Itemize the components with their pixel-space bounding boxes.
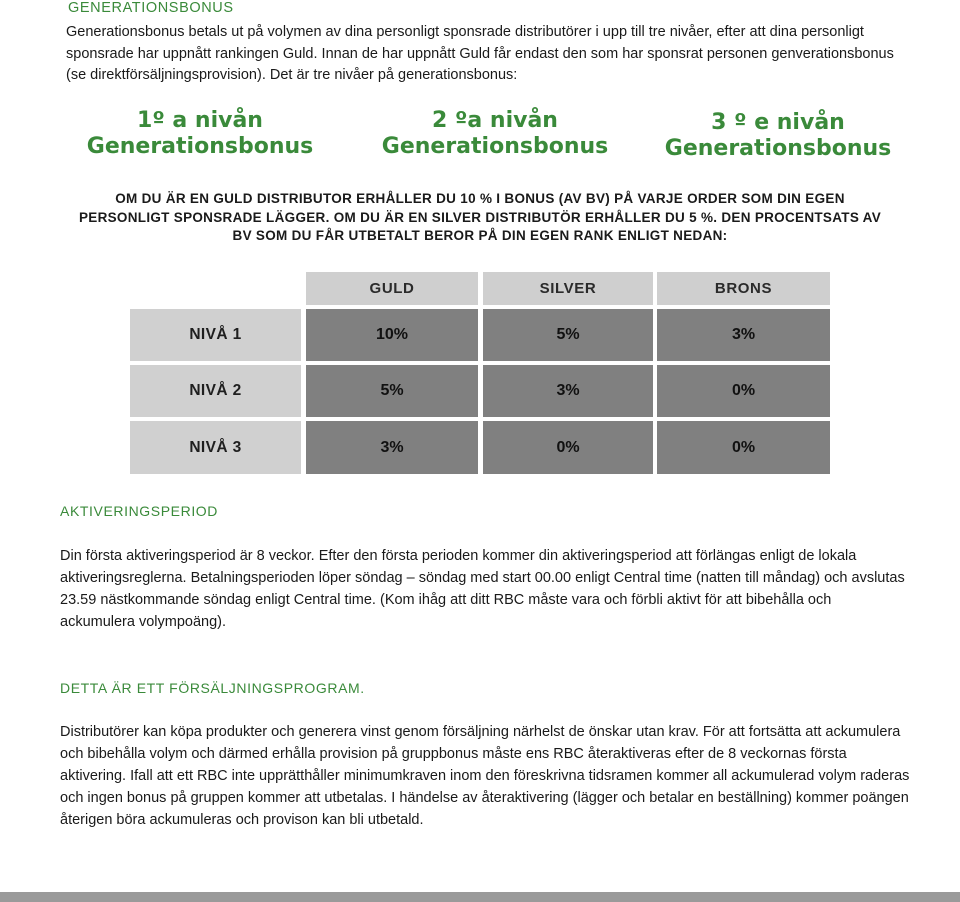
table-cell: 0% xyxy=(483,421,653,474)
forsaljningsprogram-text: Distributörer kan köpa produkter och generera vinst genom försäljning närhelst de önskar utan krav. För att fortsätta att ackumulera och bibehålla volym och därmed erhålla provision på gruppbonus måste ens RBC återaktiveras efter de 8 veckornas första aktivering. Ifall att ett RBC inte upprätthåller minimumkraven inom den föreskrivna tidsramen kommer all ackumulerad volym raderas och ingen bonus på gruppen kommer att utbetalas. I händelse av återaktivering (lägger och betalar en beställning) kommer poängen återigen böra ackumuleras och provison kan bli utbetald. xyxy=(60,724,910,828)
level-1 xyxy=(70,108,330,160)
level-2-title: 2 ºa nivån xyxy=(432,108,558,133)
level-1-title: 1º a nivån xyxy=(137,108,263,133)
row-label-niva-1: NIVÅ 1 xyxy=(130,309,301,361)
aktiveringsperiod-text: Din första aktiveringsperiod är 8 veckor. Efter den första perioden kommer din aktiveringsperiod att förlängas enligt de lokala aktiveringsreglerna. Betalningsperioden löper söndag – söndag med start 00.00 enligt Central time (natten till måndag) och avslutas 23.59 nästkommande söndag enligt Central time. (Kom ihåg att ditt RBC måste vara och förbli aktivt för att bibehålla och ackumulera volympoäng). xyxy=(60,548,905,630)
level-1-subtitle: Generationsbonus xyxy=(86,134,314,159)
table-cell: 5% xyxy=(483,309,653,361)
level-3 xyxy=(648,110,908,162)
table-cell: 3% xyxy=(483,365,653,417)
level-3-subtitle: Generationsbonus xyxy=(664,136,892,161)
level-2 xyxy=(365,108,625,160)
footer-bar xyxy=(0,892,960,902)
column-header-silver: SILVER xyxy=(483,272,653,305)
section-heading-generationsbonus: GENERATIONSBONUS xyxy=(68,0,234,16)
column-header-guld: GULD xyxy=(306,272,478,305)
table-cell: 0% xyxy=(657,421,830,474)
level-2-subtitle: Generationsbonus xyxy=(381,134,609,159)
section-heading-aktiveringsperiod: AKTIVERINGSPERIOD xyxy=(60,503,219,519)
table-cell: 3% xyxy=(306,421,478,474)
table-cell: 0% xyxy=(657,365,830,417)
level-3-title: 3 º e nivån xyxy=(711,110,845,135)
levels-row xyxy=(0,108,960,168)
generationsbonus-intro: Generationsbonus betals ut på volymen av dina personligt sponsrade distributörer i upp till tre nivåer, efter att dina personligt sponsrade har uppnått rankingen Guld. Innan de har uppnått Guld får endast den som har sponsrat personen genverationsbonus (se direktförsäljningsprovision). Det är tre nivåer på generationsbonus: xyxy=(66,24,894,83)
bonus-caps-description: OM DU ÄR EN GULD DISTRIBUTOR ERHÅLLER DU 10 % I BONUS (AV BV) PÅ VARJE ORDER SOM DIN EGEN PERSONLIGT SPONSRADE LÄGGER. OM DU ÄR EN SILVER DISTRIBUTÖR ERHÅLLER DU 5 %. DEN PROCENTSATS AV BV SOM DU FÅR UTBETALT BEROR PÅ DIN EGEN RANK ENLIGT NEDAN: xyxy=(78,191,882,243)
column-header-brons: BRONS xyxy=(657,272,830,305)
section-heading-forsaljningsprogram: DETTA ÄR ETT FÖRSÄLJNINGSPROGRAM. xyxy=(60,680,365,696)
table-cell: 5% xyxy=(306,365,478,417)
table-cell: 10% xyxy=(306,309,478,361)
table-cell: 3% xyxy=(657,309,830,361)
row-label-niva-2: NIVÅ 2 xyxy=(130,365,301,417)
row-label-niva-3: NIVÅ 3 xyxy=(130,421,301,474)
